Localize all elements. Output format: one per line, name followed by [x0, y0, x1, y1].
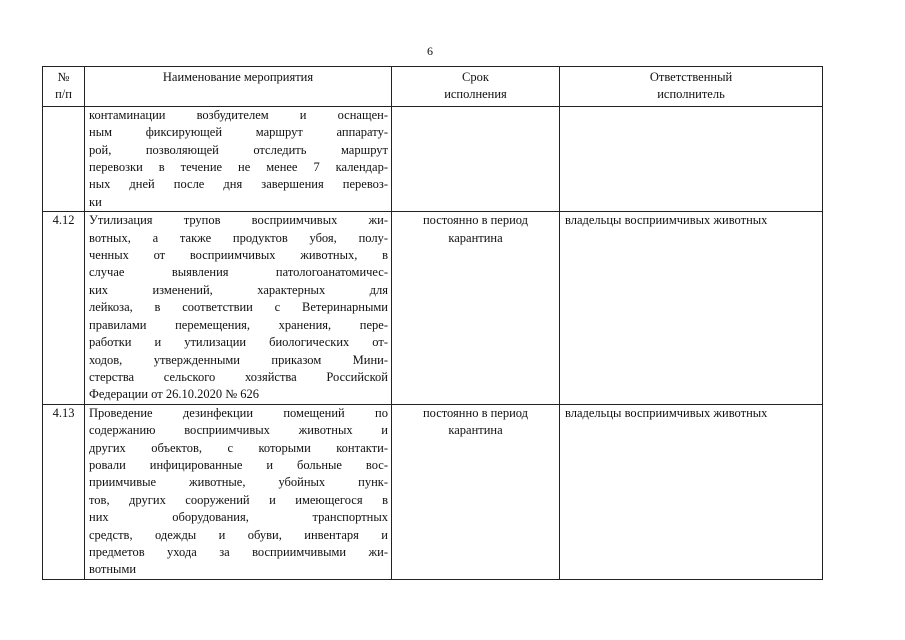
measure-term: постоянно в период карантина: [392, 212, 560, 404]
row-number: [43, 106, 85, 211]
table-row: [43, 404, 823, 579]
measure-term: [392, 106, 560, 211]
measure-responsible: владельцы восприимчивых животных: [560, 404, 823, 579]
measures-table: [42, 66, 823, 580]
row-number: 4.12: [43, 212, 85, 404]
header-responsible: Ответственный исполнитель: [560, 67, 823, 107]
measure-name: контаминации возбудителем и оснащен- ным фиксирующей маршрут аппарату- рой, позволяющей отследить маршрут перевозки в течение не менее 7 календар- ных дней после дня завершения перевоз- ки: [85, 106, 392, 211]
measure-responsible: владельцы восприимчивых животных: [560, 212, 823, 404]
measure-name: Проведение дезинфекции помещений по содержанию восприимчивых животных и других объектов, с которыми контакти- ровали инфицированные и больные вос- приимчивые животные, убойных пунк- тов, других сооружений и имеющегося в них оборудования, транспортных средств, одежды и обуви, инвентаря и предметов ухода за восприимчивыми жи- вотными: [85, 404, 392, 579]
page-number: 6: [427, 44, 433, 58]
header-name: Наименование мероприятия: [85, 67, 392, 107]
header-num: № п/п: [43, 67, 85, 107]
measure-term: постоянно в период карантина: [392, 404, 560, 579]
row-number: 4.13: [43, 404, 85, 579]
measure-name: Утилизация трупов восприимчивых жи- вотных, а также продуктов убоя, полу- ченных от восприимчивых животных, в случае выявления патологоанатомичес- ких изменений, характерных для лейкоза, в соответствии с Ветеринарными правилами перемещения, хранения, пере- работки и утилизации биологических от- ходов, утвержденными приказом Мини- стерства сельского хозяйства Российской Федерации от 26.10.2020 № 626: [85, 212, 392, 404]
header-row: [43, 67, 823, 107]
header-term: Срок исполнения: [392, 67, 560, 107]
measure-responsible: [560, 106, 823, 211]
table-row: [43, 212, 823, 404]
table-row: [43, 106, 823, 211]
